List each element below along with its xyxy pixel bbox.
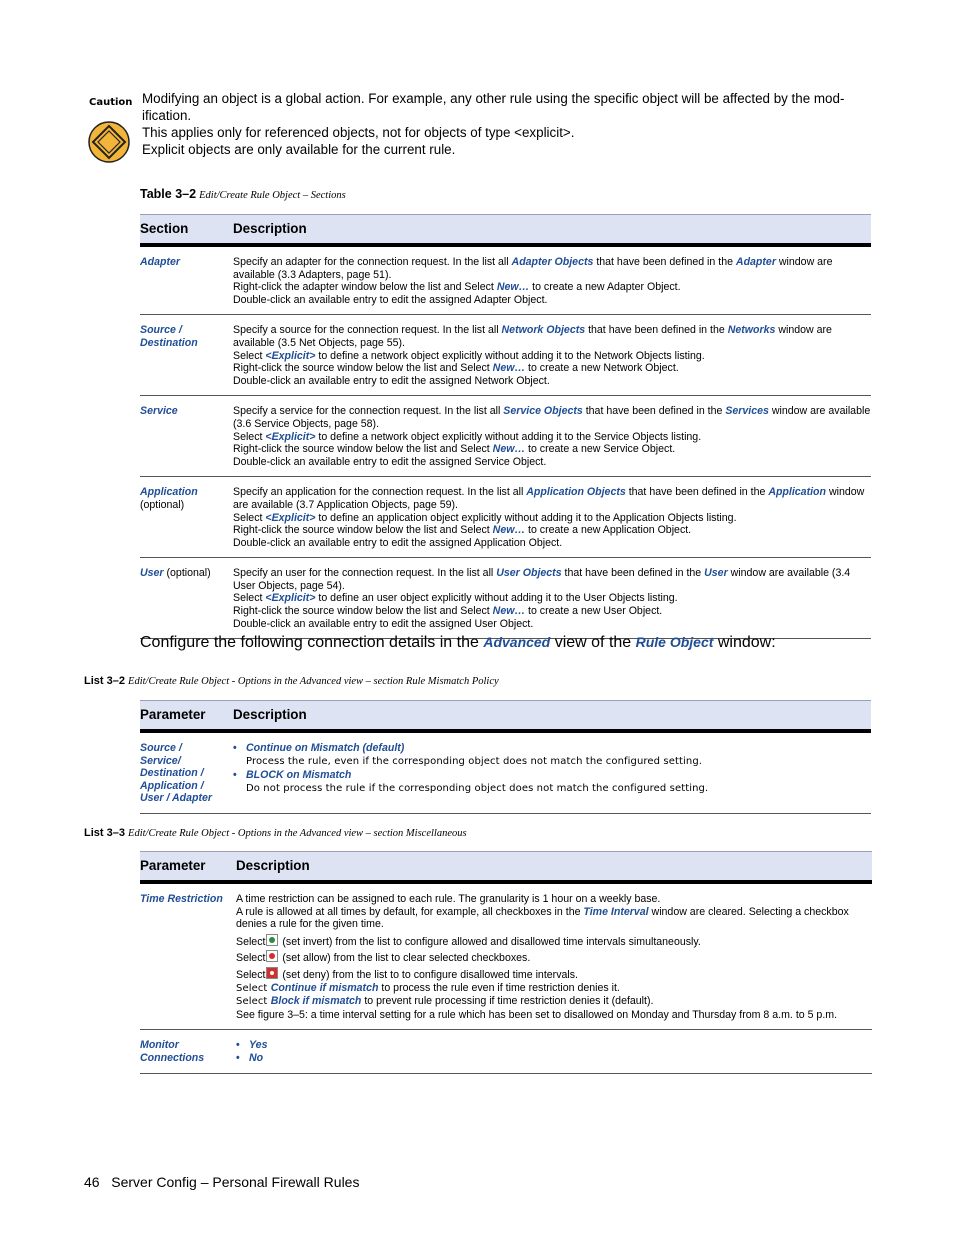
config-instruction: Configure the following connection details in the Advanced view of the Rule Object window: (140, 634, 776, 651)
param-source: Source / (140, 742, 182, 754)
description-user: Specify an user for the connection request. In the list all User Objects that have been defined in the User window are available (3.4 User Objects, page 54). Select <Explicit> to define an user object explicitly without adding it to the User Objects listing. Right-click the source window below the list and Select New… to create a new User Object. Double-click an available entry to edit the assigned User Object. (233, 558, 871, 639)
column-header-description: Description (233, 215, 871, 246)
mismatch-policy-table (140, 700, 871, 814)
link-services[interactable]: Services (725, 405, 769, 418)
option-continue-on-mismatch[interactable]: Continue on Mismatch (default) (246, 742, 405, 754)
link-application[interactable]: Application (768, 486, 826, 499)
description-application: Specify an application for the connection request. In the list all Application Objects that have been defined in the Application window are available (3.7 Application Objects, page 59). Select <Explicit> to define an application object explicitly without adding it to the Application Objects listing. Right-click the source window below the list and Select New… to create a new Application Object. Double-click an available entry to edit the assigned Application Object. (233, 477, 871, 558)
column-header-parameter: Parameter (140, 852, 236, 883)
caution-text (142, 90, 867, 158)
param-destination: Destination / (140, 767, 204, 780)
link-advanced[interactable]: Advanced (483, 634, 551, 650)
option-continue-if-mismatch[interactable]: Continue if mismatch (270, 981, 379, 994)
section-adapter: Adapter (140, 256, 181, 268)
link-adapter-objects[interactable]: Adapter Objects (511, 256, 594, 268)
section-destination: Destination (140, 336, 198, 349)
list-item: • BLOCK on Mismatch Do not process the rule if the corresponding object does not match the configured setting. (233, 769, 871, 795)
link-explicit[interactable]: <Explicit> (265, 349, 316, 362)
column-header-parameter: Parameter (140, 701, 233, 732)
option-block-if-mismatch[interactable]: Block if mismatch (270, 995, 362, 1008)
section-service: Service (140, 405, 178, 418)
caution-diamond-icon (88, 121, 130, 163)
option-block-on-mismatch[interactable]: BLOCK on Mismatch (246, 769, 352, 782)
table-row (140, 396, 871, 477)
set-allow-icon (266, 950, 278, 962)
param-time-restriction: Time Restriction (140, 893, 223, 905)
link-adapter[interactable]: Adapter (735, 256, 776, 268)
link-network-objects[interactable]: Network Objects (501, 324, 586, 337)
column-header-description: Description (233, 701, 871, 732)
description-adapter: Specify an adapter for the connection request. In the list all Adapter Objects that have been defined in the Adapter window are available (3.3 Adapters, page 51). Right-click the adapter window below the list and Select New… to create a new Adapter Object. Double-click an available entry to edit the assigned Adapter Object. (233, 245, 871, 315)
description-service: Specify a service for the connection request. In the list all Service Objects that have been defined in the Services window are available (3.6 Service Objects, page 58). Select <Explicit> to define a network object explicitly without adding it to the Service Objects listing. Right-click the source window below the list and Select New… to create a new Service Object. Double-click an available entry to edit the assigned Service Object. (233, 396, 871, 477)
link-new[interactable]: New… (492, 524, 526, 537)
link-new[interactable]: New… (492, 605, 526, 618)
table-row (140, 1030, 872, 1073)
param-service: Service/ (140, 754, 181, 767)
caution-line-3: Explicit objects are only available for the current rule. (142, 142, 456, 157)
link-new[interactable]: New… (492, 443, 526, 456)
list-caption (84, 827, 467, 839)
caution-line-1: Modifying an object is a global action. For example, any other rule using the specific object will be affected by the mod- (142, 91, 845, 106)
column-header-section: Section (140, 215, 233, 246)
link-networks[interactable]: Networks (727, 324, 776, 337)
section-application: Application (140, 486, 198, 499)
link-new[interactable]: New… (496, 281, 530, 294)
list-item: • Continue on Mismatch (default) Process the rule, even if the corresponding object does not match the configured setting. (233, 742, 871, 768)
link-application-objects[interactable]: Application Objects (526, 486, 626, 499)
table-caption-number: Table 3–2 (140, 187, 197, 201)
table-row (140, 477, 871, 558)
table-row (140, 315, 871, 396)
list-caption-title: Edit/Create Rule Object - Options in the Advanced view – section Rule Mismatch Policy (128, 676, 499, 687)
page-number: 46 (84, 1174, 100, 1190)
list-caption-number: List 3–3 (84, 827, 125, 839)
section-source: Source / (140, 324, 182, 337)
table-caption-title: Edit/Create Rule Object – Sections (199, 190, 346, 201)
link-user-objects[interactable]: User Objects (496, 567, 562, 580)
caution-line-1b: ification. (142, 108, 192, 123)
table-row (140, 731, 871, 813)
sections-table (140, 214, 871, 639)
link-rule-object[interactable]: Rule Object (635, 634, 714, 650)
section-application-note: (optional) (140, 498, 185, 511)
caution-label: Caution (89, 97, 133, 108)
list-caption-number: List 3–2 (84, 675, 125, 687)
param-connections: Connections (140, 1051, 205, 1064)
set-deny-icon (266, 967, 278, 979)
link-explicit[interactable]: <Explicit> (265, 592, 316, 605)
link-explicit[interactable]: <Explicit> (265, 511, 316, 524)
list-item (236, 1039, 872, 1052)
table-row (140, 245, 871, 315)
link-user[interactable]: User (704, 567, 728, 580)
miscellaneous-table (140, 851, 872, 1074)
link-explicit[interactable]: <Explicit> (265, 430, 316, 443)
description-source: Specify a source for the connection request. In the list all Network Objects that have been defined in the Networks window are available (3.5 Net Objects, page 55). Select <Explicit> to define a network object explicitly without adding it to the Network Objects listing. Right-click the source window below the list and Select New… to create a new Network Object. Double-click an available entry to edit the assigned Network Object. (233, 315, 871, 396)
footer-title: Server Config – Personal Firewall Rules (111, 1174, 360, 1190)
param-application: Application / (140, 779, 204, 792)
caution-line-2: This applies only for referenced objects, not for objects of type <explicit>. (142, 125, 575, 140)
page-footer (84, 1174, 359, 1190)
param-user-adapter: User / Adapter (140, 792, 213, 805)
table-caption (140, 187, 346, 201)
table-row (140, 558, 871, 639)
link-service-objects[interactable]: Service Objects (503, 405, 583, 418)
section-user: User (140, 567, 164, 580)
section-user-note: (optional) (163, 567, 211, 580)
table-row (140, 882, 872, 1030)
option-yes[interactable]: Yes (249, 1039, 268, 1052)
list-caption (84, 675, 499, 687)
list-caption-title: Edit/Create Rule Object - Options in the Advanced view – section Miscellaneous (128, 828, 467, 839)
list-item (236, 1052, 872, 1065)
column-header-description: Description (236, 852, 872, 883)
link-new[interactable]: New… (492, 362, 526, 375)
link-time-interval[interactable]: Time Interval (583, 905, 649, 918)
set-invert-icon (266, 934, 278, 946)
description-time-restriction: A time restriction can be assigned to each rule. The granularity is 1 hour on a weekly base. A rule is allowed at all times by default, for example, all checkboxes in the Time Interval window are cleared. Selecting a checkbox denies a rule for the given time. Select (set invert) from the list to configure allowed and disallowed time intervals simultaneously. Select (set allow) from the list to clear selected checkboxes. Select (set deny) from the list to to configure disallowed time intervals. Select Continue if mismatch to process the rule even if time restriction denies it. Select Block if mismatch to prevent rule processing if time restriction denies it (default). See figure 3–5: a time interval setting for a rule which has been set to disallowed on Monday and Thursday from 8 a.m. to 5 p.m. (236, 882, 872, 1030)
param-monitor: Monitor (140, 1039, 179, 1052)
option-no[interactable]: No (249, 1051, 264, 1064)
